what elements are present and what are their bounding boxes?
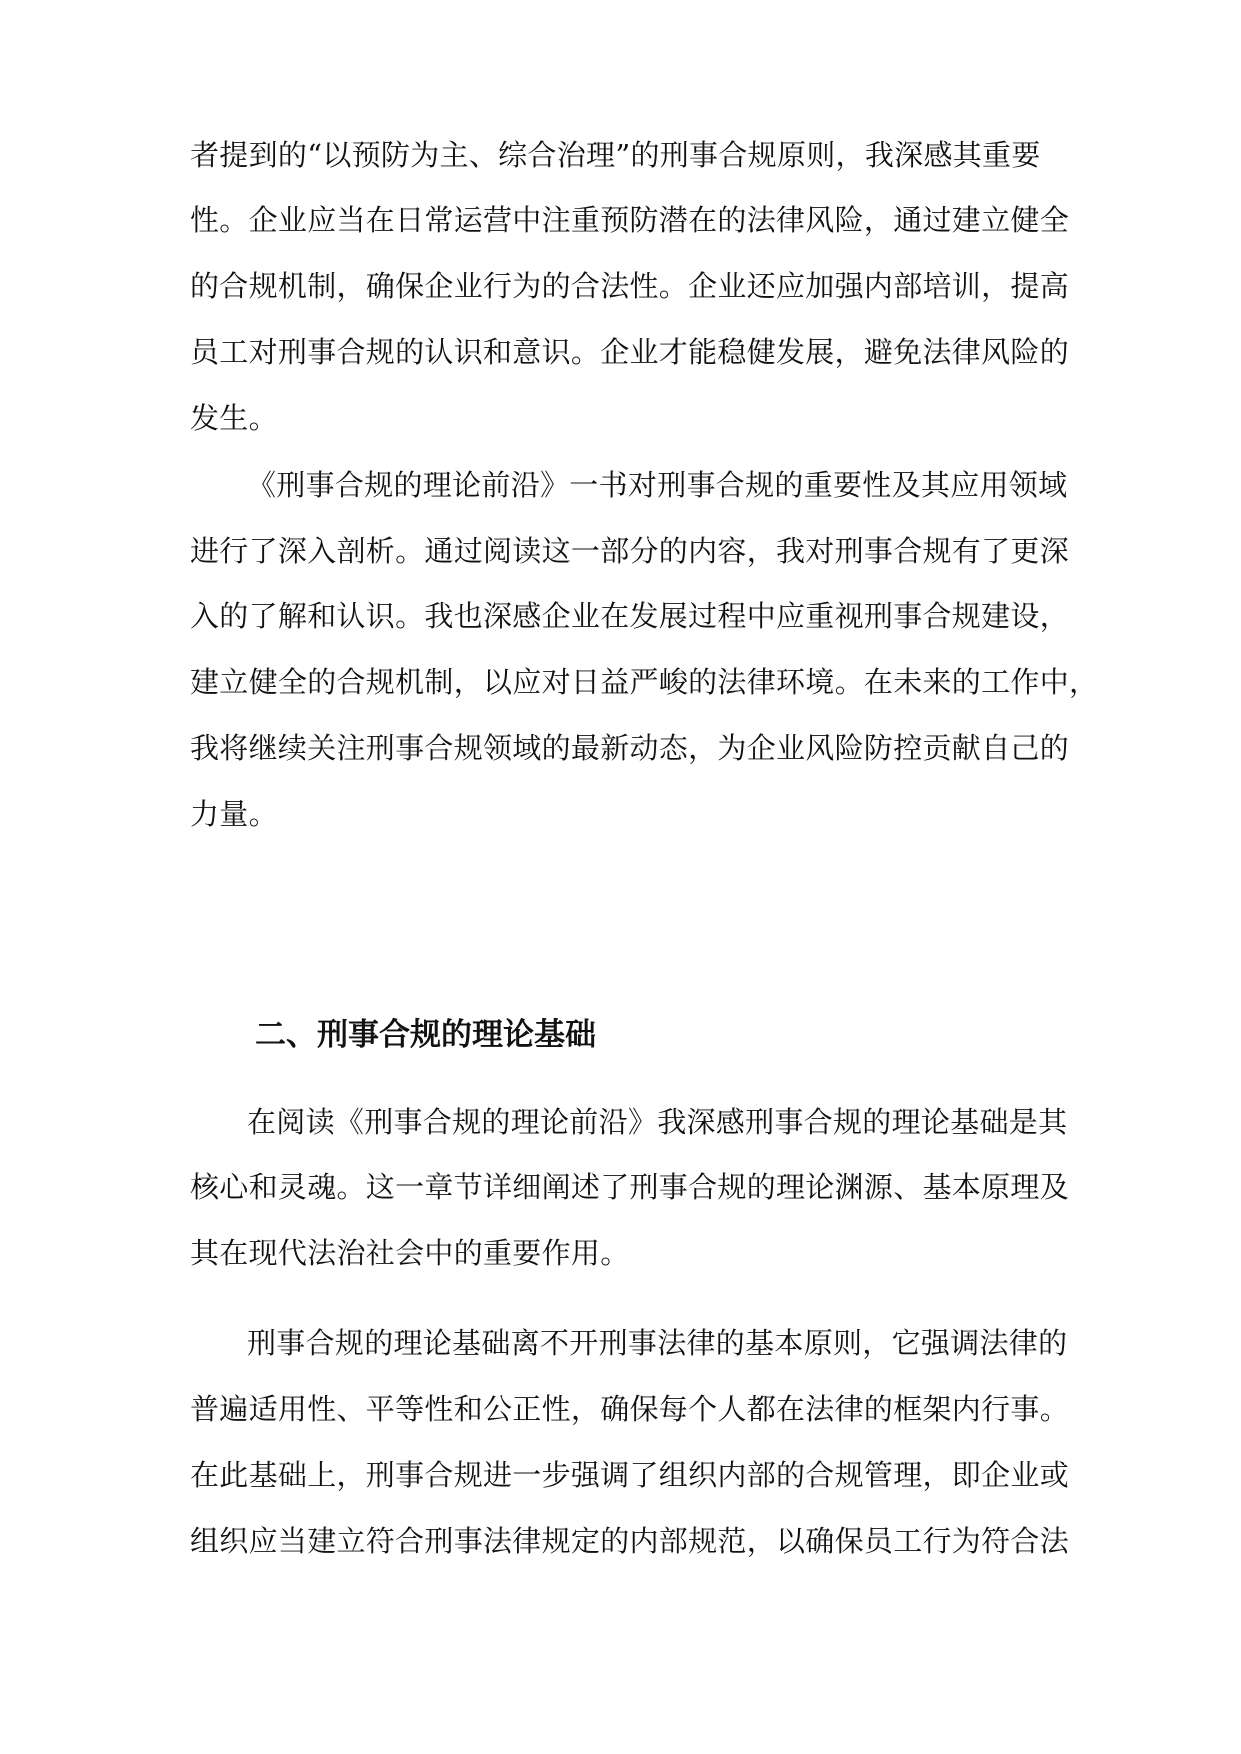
para1-line-3: 的合规机制，确保企业行为的合法性。企业还应加强内部培训，提高 — [190, 269, 1070, 303]
para3-line-2: 核心和灵魂。这一章节详细阐述了刑事合规的理论渊源、基本原理及 — [190, 1170, 1070, 1204]
para4-line-4: 组织应当建立符合刑事法律规定的内部规范，以确保员工行为符合法 — [190, 1524, 1070, 1558]
para3-line-1: 在阅读《刑事合规的理论前沿》我深感刑事合规的理论基础是其 — [247, 1105, 1068, 1139]
para4-line-1: 刑事合规的理论基础离不开刑事法律的基本原则，它强调法律的 — [247, 1326, 1068, 1360]
para2-line-6: 力量。 — [190, 797, 278, 831]
para4-line-2: 普遍适用性、平等性和公正性，确保每个人都在法律的框架内行事。 — [190, 1392, 1070, 1426]
para2-line-4: 建立健全的合规机制，以应对日益严峻的法律环境。在未来的工作中， — [190, 665, 1099, 699]
para2-line-5: 我将继续关注刑事合规领域的最新动态，为企业风险防控贡献自己的 — [190, 731, 1070, 765]
para4-line-3: 在此基础上，刑事合规进一步强调了组织内部的合规管理，即企业或 — [190, 1458, 1070, 1492]
para2-line-3: 入的了解和认识。我也深感企业在发展过程中应重视刑事合规建设， — [190, 599, 1070, 633]
para1-line-5: 发生。 — [190, 401, 278, 435]
para1-line-2: 性。企业应当在日常运营中注重预防潜在的法律风险，通过建立健全 — [190, 203, 1070, 237]
section-heading: 二、刑事合规的理论基础 — [255, 1017, 596, 1053]
para1-line-4: 员工对刑事合规的认识和意识。企业才能稳健发展，避免法律风险的 — [190, 335, 1070, 369]
para2-line-1: 《刑事合规的理论前沿》一书对刑事合规的重要性及其应用领域 — [247, 468, 1068, 502]
para1-line-1: 者提到的“以预防为主、综合治理”的刑事合规原则，我深感其重要 — [190, 138, 1041, 172]
para3-line-3: 其在现代法治社会中的重要作用。 — [190, 1236, 630, 1270]
para2-line-2: 进行了深入剖析。通过阅读这一部分的内容，我对刑事合规有了更深 — [190, 534, 1070, 568]
